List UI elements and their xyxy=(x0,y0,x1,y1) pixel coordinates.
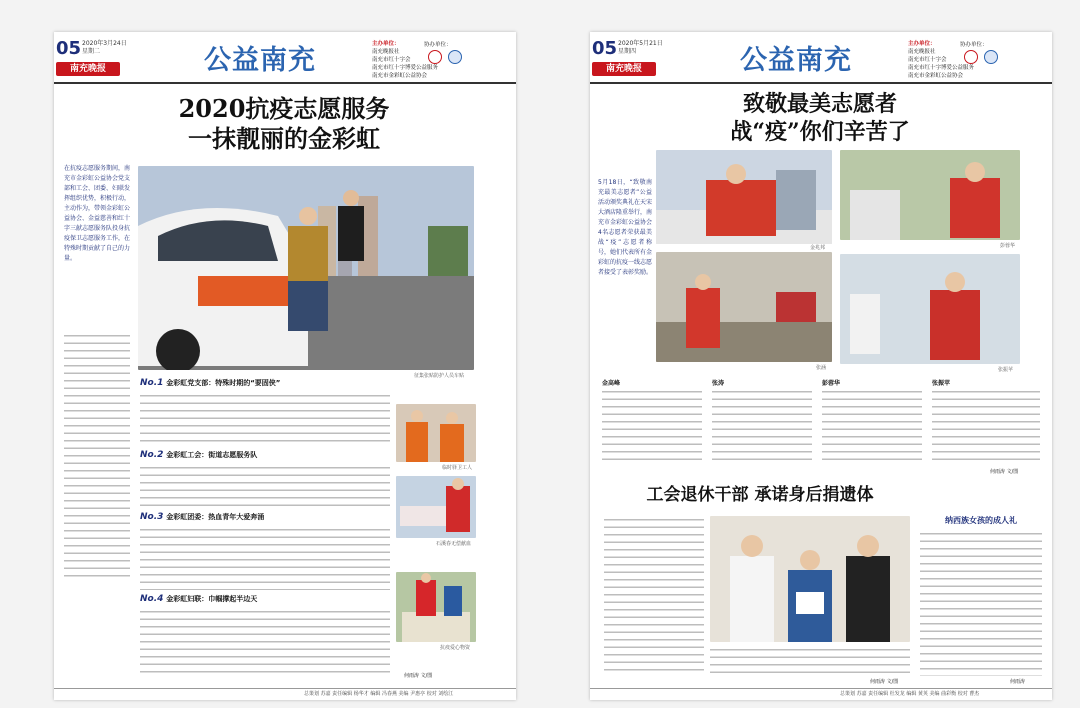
story-headline: 工会退休干部 承诺身后捐遗体 xyxy=(646,485,874,505)
partner-badges xyxy=(428,50,462,64)
volunteers-car-photo xyxy=(138,166,474,370)
side-headline: 纳西族女孩的成人礼 xyxy=(945,515,1017,525)
volunteer-photo-1 xyxy=(656,150,832,244)
author-credit-story: 何雨涛 文/图 xyxy=(870,679,899,685)
volunteer-text-3 xyxy=(822,388,922,464)
header-divider xyxy=(590,82,1052,84)
photo-caption-1: 金兆邦 xyxy=(810,245,826,251)
author-credit: 何雨涛 文/图 xyxy=(404,673,433,679)
side-caption-2: 石溪春无偿献血 xyxy=(436,541,472,547)
lead-text-continued xyxy=(64,332,130,582)
red-cross-badge-icon xyxy=(428,50,442,64)
volunteer-photo-4 xyxy=(840,254,1020,364)
newspaper-logo: 南充晚报 xyxy=(56,62,120,76)
sanitation-workers-photo xyxy=(396,404,476,462)
page-header xyxy=(590,32,1052,82)
blood-donation-photo xyxy=(396,476,476,538)
volunteer-photo-2 xyxy=(840,150,1020,240)
organizer-list: 主办单位： 南充晚报社 南充市红十字会 南充市红十字博爱公益服务 南充市金彩虹公益协会 xyxy=(908,41,975,79)
photo-caption-2: 彭蓉华 xyxy=(1000,243,1016,249)
partner-label: 协办单位： xyxy=(424,42,452,48)
page-number: 05 xyxy=(56,38,82,59)
header-divider xyxy=(54,82,516,84)
issue-date: 2020年3月24日 星期二 xyxy=(82,40,127,55)
section-heading-4: No.4 金彩虹妇联：巾帼撑起半边天 xyxy=(140,594,258,604)
partner-label: 协办单位： xyxy=(960,42,988,48)
story-text-1 xyxy=(604,516,704,676)
page-header xyxy=(54,32,516,82)
charity-badge-icon xyxy=(448,50,462,64)
section-heading-2: No.2 金彩虹工会：街道志愿服务队 xyxy=(140,450,258,460)
main-photo-caption: 征集张贴防护人员车贴 xyxy=(414,373,465,379)
volunteer-name-4: 张振苹 xyxy=(932,380,951,387)
masthead-title: 公益南充 xyxy=(740,45,852,76)
story-text-2 xyxy=(710,646,910,676)
lead-text: 5月18日，“致敬南充最美志愿者”公益活动颁奖典礼在天宋大酒店隆重举行，南充市金彩虹公益协会4名志愿者荣获最美战“疫”志愿者称号，她们代表所有金彩虹的抗疫一线志愿者接受了表彰奖励。 xyxy=(598,179,652,276)
photo-caption-3: 张涵 xyxy=(816,365,827,371)
author-credit-side: 何雨涛 xyxy=(1010,679,1026,685)
volunteer-text-4 xyxy=(932,388,1040,464)
page-number: 05 xyxy=(592,38,618,59)
side-story-text xyxy=(920,530,1042,676)
side-caption-1: 临时驿卫工人 xyxy=(442,465,473,471)
author-credit-main: 何雨涛 文/图 xyxy=(990,469,1019,475)
section-1-text xyxy=(140,392,390,446)
page-footer: 总策划 苏嘉 责任编辑 杨华才 编辑 冯春燕 美编 尹惠亭 校对 刘绘江 xyxy=(54,688,516,700)
section-4-text xyxy=(140,608,390,674)
charity-badge-icon xyxy=(984,50,998,64)
volunteer-name-2: 张涛 xyxy=(712,380,725,387)
newspaper-page-right xyxy=(590,32,1052,700)
volunteer-photo-3 xyxy=(656,252,832,362)
lead-text: 在抗疫志愿服务期间，南充市金彩虹公益协会党支部和工会、团委、妇联发挥组织优势，积极行动，主动作为，带领金彩虹公益协会、金益慈善和红十字三献志愿服务队投身抗疫保卫志愿服务工作，在特殊时期贡献了自己的力量。 xyxy=(64,165,130,262)
volunteer-text-1 xyxy=(602,388,702,464)
main-headline: 2020抗疫志愿服务 一抹靓丽的金彩虹 xyxy=(178,94,390,153)
main-headline: 致敬最美志愿者 战“疫”你们辛苦了 xyxy=(730,91,910,145)
section-2-text xyxy=(140,464,390,508)
volunteer-text-2 xyxy=(712,388,812,464)
issue-date: 2020年5月21日 星期四 xyxy=(618,40,663,55)
newspaper-page-left xyxy=(54,32,516,700)
page-footer: 总策划 苏嘉 责任编辑 杜发龙 编辑 黄英 美编 曲彩衡 校对 曹杰 xyxy=(590,688,1052,700)
organizer-list: 主办单位： 南充晚报社 南充市红十字会 南充市红十字博爱公益服务 南充市金彩虹公益协会 xyxy=(372,41,439,79)
section-3-text xyxy=(140,526,390,590)
masthead-title: 公益南充 xyxy=(204,45,316,76)
section-heading-1: No.1 金彩虹党支部：特殊时期的“要固侠” xyxy=(140,378,281,388)
volunteer-name-3: 彭蓉华 xyxy=(822,380,841,387)
side-caption-3: 抗疫爱心物资 xyxy=(440,645,471,651)
volunteer-name-1: 金高峰 xyxy=(602,380,621,387)
section-heading-3: No.3 金彩虹团委：热血青年大爱奔涌 xyxy=(140,512,265,522)
partner-badges xyxy=(964,50,998,64)
newspaper-logo: 南充晚报 xyxy=(592,62,656,76)
red-cross-badge-icon xyxy=(964,50,978,64)
photo-caption-4: 张振苹 xyxy=(998,367,1014,373)
supplies-photo xyxy=(396,572,476,642)
retired-cadres-photo xyxy=(710,516,910,642)
